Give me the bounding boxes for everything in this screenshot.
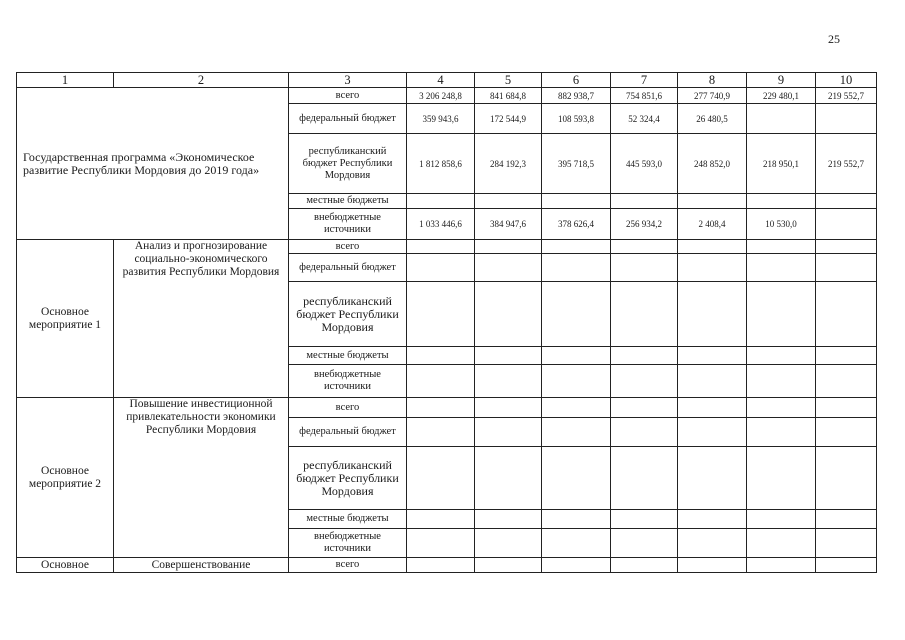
value-cell: 248 852,0 xyxy=(678,134,747,194)
value-cell: 172 544,9 xyxy=(475,104,542,134)
value-cell xyxy=(816,194,877,209)
value-cell: 754 851,6 xyxy=(611,88,678,104)
source-cell: местные бюджеты xyxy=(289,510,407,529)
value-cell xyxy=(475,194,542,209)
page-number: 25 xyxy=(828,32,840,46)
col-header-3: 3 xyxy=(289,73,407,88)
source-cell: внебюджетные источники xyxy=(289,365,407,398)
table-row xyxy=(17,558,877,573)
col-header-7: 7 xyxy=(611,73,678,88)
col-header-6: 6 xyxy=(542,73,611,88)
value-cell: 3 206 248,8 xyxy=(407,88,475,104)
col-header-8: 8 xyxy=(678,73,747,88)
value-cell: 108 593,8 xyxy=(542,104,611,134)
value-cell: 10 530,0 xyxy=(747,209,816,240)
table-row xyxy=(17,240,877,254)
value-cell xyxy=(816,209,877,240)
value-cell: 284 192,3 xyxy=(475,134,542,194)
value-cell xyxy=(542,194,611,209)
event-1-name: Анализ и прогнозирование социально-экономического развития Республики Мордовия xyxy=(114,240,289,398)
program-title: Государственная программа «Экономическое развитие Республики Мордовия до 2019 года» xyxy=(17,88,289,240)
source-cell: федеральный бюджет xyxy=(289,104,407,134)
value-cell: 277 740,9 xyxy=(678,88,747,104)
value-cell: 1 812 858,6 xyxy=(407,134,475,194)
col-header-1: 1 xyxy=(17,73,114,88)
source-cell: всего xyxy=(289,240,407,254)
header-row xyxy=(17,73,877,88)
value-cell: 841 684,8 xyxy=(475,88,542,104)
source-cell: всего xyxy=(289,398,407,418)
table-row xyxy=(17,88,877,104)
value-cell: 378 626,4 xyxy=(542,209,611,240)
value-cell: 52 324,4 xyxy=(611,104,678,134)
value-cell: 229 480,1 xyxy=(747,88,816,104)
source-cell: федеральный бюджет xyxy=(289,418,407,447)
event-1-label: Основное мероприятие 1 xyxy=(17,240,114,398)
col-header-2: 2 xyxy=(114,73,289,88)
value-cell xyxy=(407,194,475,209)
value-cell: 882 938,7 xyxy=(542,88,611,104)
value-cell: 218 950,1 xyxy=(747,134,816,194)
source-cell: республиканский бюджет Республики Мордовия xyxy=(289,134,407,194)
col-header-5: 5 xyxy=(475,73,542,88)
event-2-label: Основное мероприятие 2 xyxy=(17,398,114,558)
value-cell xyxy=(678,194,747,209)
source-cell: местные бюджеты xyxy=(289,194,407,209)
value-cell: 256 934,2 xyxy=(611,209,678,240)
value-cell: 26 480,5 xyxy=(678,104,747,134)
value-cell: 384 947,6 xyxy=(475,209,542,240)
value-cell: 219 552,7 xyxy=(816,88,877,104)
table-row xyxy=(17,398,877,418)
source-cell: федеральный бюджет xyxy=(289,254,407,282)
source-cell: внебюджетные источники xyxy=(289,529,407,558)
value-cell: 219 552,7 xyxy=(816,134,877,194)
col-header-10: 10 xyxy=(816,73,877,88)
value-cell: 395 718,5 xyxy=(542,134,611,194)
event-2-name: Повышение инвестиционной привлекательности экономики Республики Мордовия xyxy=(114,398,289,558)
col-header-4: 4 xyxy=(407,73,475,88)
value-cell xyxy=(747,104,816,134)
source-cell: всего xyxy=(289,558,407,573)
source-cell: внебюджетные источники xyxy=(289,209,407,240)
event-3-label: Основное xyxy=(17,558,114,573)
event-3-name: Совершенствование xyxy=(114,558,289,573)
source-cell: республиканский бюджет Республики Мордовия xyxy=(289,447,407,510)
source-cell: всего xyxy=(289,88,407,104)
value-cell: 445 593,0 xyxy=(611,134,678,194)
source-cell: республиканский бюджет Республики Мордовия xyxy=(289,282,407,347)
value-cell: 359 943,6 xyxy=(407,104,475,134)
budget-table xyxy=(16,72,877,573)
value-cell: 1 033 446,6 xyxy=(407,209,475,240)
value-cell xyxy=(816,104,877,134)
value-cell: 2 408,4 xyxy=(678,209,747,240)
value-cell xyxy=(611,194,678,209)
value-cell xyxy=(747,194,816,209)
col-header-9: 9 xyxy=(747,73,816,88)
source-cell: местные бюджеты xyxy=(289,347,407,365)
